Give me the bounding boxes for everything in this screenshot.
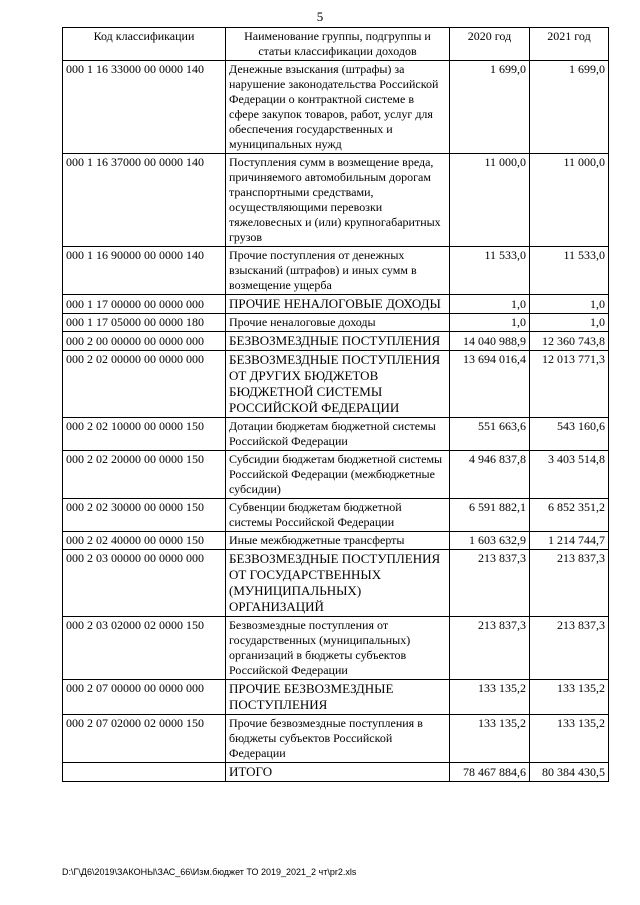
row-code: 000 2 03 02000 02 0000 150 bbox=[63, 617, 226, 680]
row-name: БЕЗВОЗМЕЗДНЫЕ ПОСТУПЛЕНИЯ ОТ ГОСУДАРСТВЕННЫХ (МУНИЦИПАЛЬНЫХ) ОРГАНИЗАЦИЙ bbox=[226, 550, 450, 617]
header-name: Наименование группы, подгруппы и статьи классификации доходов bbox=[226, 28, 450, 61]
row-code: 000 2 03 00000 00 0000 000 bbox=[63, 550, 226, 617]
table-row bbox=[63, 351, 609, 418]
table-row bbox=[63, 418, 609, 451]
total-value-2021: 80 384 430,5 bbox=[530, 763, 609, 782]
row-value-2020: 14 040 988,9 bbox=[450, 332, 530, 351]
row-code: 000 2 07 02000 02 0000 150 bbox=[63, 715, 226, 763]
table-row bbox=[63, 550, 609, 617]
table-row bbox=[63, 680, 609, 715]
total-row bbox=[63, 763, 609, 782]
row-name: Субсидии бюджетам бюджетной системы Российской Федерации (межбюджетные субсидии) bbox=[226, 451, 450, 499]
row-code: 000 2 02 40000 00 0000 150 bbox=[63, 532, 226, 550]
row-code: 000 2 00 00000 00 0000 000 bbox=[63, 332, 226, 351]
revenue-table bbox=[62, 27, 609, 782]
row-value-2020: 1 603 632,9 bbox=[450, 532, 530, 550]
row-name: Поступления сумм в возмещение вреда, причиняемого автомобильным дорогам транспортными средствами, осуществляющими перевозки тяжеловесных и (или) крупногабаритных грузов bbox=[226, 154, 450, 247]
row-name: Безвозмездные поступления от государственных (муниципальных) организаций в бюджеты субъектов Российской Федерации bbox=[226, 617, 450, 680]
header-code: Код классификации bbox=[63, 28, 226, 61]
row-name: Прочие поступления от денежных взысканий (штрафов) и иных сумм в возмещение ущерба bbox=[226, 247, 450, 295]
row-value-2021: 3 403 514,8 bbox=[530, 451, 609, 499]
row-code: 000 1 17 05000 00 0000 180 bbox=[63, 314, 226, 332]
table-row bbox=[63, 154, 609, 247]
table-row bbox=[63, 247, 609, 295]
file-path-footer: D:\Г\Д6\2019\ЗАКОНЫ\ЗАС_66\Изм.бюджет ТО 2019_2021_2 чт\pr2.xls bbox=[62, 867, 357, 877]
row-value-2020: 1 699,0 bbox=[450, 61, 530, 154]
row-code: 000 1 16 33000 00 0000 140 bbox=[63, 61, 226, 154]
row-name: БЕЗВОЗМЕЗДНЫЕ ПОСТУПЛЕНИЯ ОТ ДРУГИХ БЮДЖЕТОВ БЮДЖЕТНОЙ СИСТЕМЫ РОССИЙСКОЙ ФЕДЕРАЦИИ bbox=[226, 351, 450, 418]
table-row bbox=[63, 499, 609, 532]
row-code: 000 2 02 10000 00 0000 150 bbox=[63, 418, 226, 451]
row-value-2020: 11 000,0 bbox=[450, 154, 530, 247]
table-row bbox=[63, 61, 609, 154]
table-row bbox=[63, 617, 609, 680]
row-value-2020: 1,0 bbox=[450, 314, 530, 332]
row-name: Денежные взыскания (штрафы) за нарушение законодательства Российской Федерации о контрактной системе в сфере закупок товаров, работ, услуг для обеспечения государственных и муниципальных нужд bbox=[226, 61, 450, 154]
row-code: 000 1 16 90000 00 0000 140 bbox=[63, 247, 226, 295]
header-year-2021: 2021 год bbox=[530, 28, 609, 61]
row-value-2020: 551 663,6 bbox=[450, 418, 530, 451]
row-code: 000 2 07 00000 00 0000 000 bbox=[63, 680, 226, 715]
row-name: БЕЗВОЗМЕЗДНЫЕ ПОСТУПЛЕНИЯ bbox=[226, 332, 450, 351]
row-value-2021: 1,0 bbox=[530, 295, 609, 314]
row-name: ПРОЧИЕ БЕЗВОЗМЕЗДНЫЕ ПОСТУПЛЕНИЯ bbox=[226, 680, 450, 715]
header-year-2020: 2020 год bbox=[450, 28, 530, 61]
row-value-2021: 213 837,3 bbox=[530, 617, 609, 680]
row-code bbox=[63, 763, 226, 782]
row-value-2021: 1 214 744,7 bbox=[530, 532, 609, 550]
row-value-2021: 1,0 bbox=[530, 314, 609, 332]
table-row bbox=[63, 295, 609, 314]
row-value-2021: 133 135,2 bbox=[530, 715, 609, 763]
table-row bbox=[63, 715, 609, 763]
row-value-2020: 133 135,2 bbox=[450, 715, 530, 763]
row-value-2021: 12 013 771,3 bbox=[530, 351, 609, 418]
row-value-2021: 213 837,3 bbox=[530, 550, 609, 617]
row-name: Иные межбюджетные трансферты bbox=[226, 532, 450, 550]
row-code: 000 2 02 30000 00 0000 150 bbox=[63, 499, 226, 532]
row-value-2020: 213 837,3 bbox=[450, 550, 530, 617]
table-row bbox=[63, 332, 609, 351]
row-code: 000 1 16 37000 00 0000 140 bbox=[63, 154, 226, 247]
total-value-2020: 78 467 884,6 bbox=[450, 763, 530, 782]
row-name: Прочие неналоговые доходы bbox=[226, 314, 450, 332]
row-value-2021: 133 135,2 bbox=[530, 680, 609, 715]
row-name: ПРОЧИЕ НЕНАЛОГОВЫЕ ДОХОДЫ bbox=[226, 295, 450, 314]
page-number: 5 bbox=[316, 9, 324, 24]
total-label: ИТОГО bbox=[226, 763, 450, 782]
row-code: 000 2 02 00000 00 0000 000 bbox=[63, 351, 226, 418]
row-name: Субвенции бюджетам бюджетной системы Российской Федерации bbox=[226, 499, 450, 532]
table-row bbox=[63, 314, 609, 332]
row-value-2020: 11 533,0 bbox=[450, 247, 530, 295]
row-code: 000 2 02 20000 00 0000 150 bbox=[63, 451, 226, 499]
row-name: Дотации бюджетам бюджетной системы Российской Федерации bbox=[226, 418, 450, 451]
row-value-2020: 4 946 837,8 bbox=[450, 451, 530, 499]
row-value-2020: 213 837,3 bbox=[450, 617, 530, 680]
row-value-2020: 6 591 882,1 bbox=[450, 499, 530, 532]
row-value-2020: 1,0 bbox=[450, 295, 530, 314]
table-row bbox=[63, 451, 609, 499]
row-value-2021: 11 000,0 bbox=[530, 154, 609, 247]
row-value-2021: 1 699,0 bbox=[530, 61, 609, 154]
row-value-2021: 543 160,6 bbox=[530, 418, 609, 451]
table-header-row bbox=[63, 28, 609, 61]
row-name: Прочие безвозмездные поступления в бюджеты субъектов Российской Федерации bbox=[226, 715, 450, 763]
row-value-2021: 11 533,0 bbox=[530, 247, 609, 295]
row-value-2020: 133 135,2 bbox=[450, 680, 530, 715]
row-value-2020: 13 694 016,4 bbox=[450, 351, 530, 418]
table-row bbox=[63, 532, 609, 550]
row-value-2021: 6 852 351,2 bbox=[530, 499, 609, 532]
row-value-2021: 12 360 743,8 bbox=[530, 332, 609, 351]
row-code: 000 1 17 00000 00 0000 000 bbox=[63, 295, 226, 314]
